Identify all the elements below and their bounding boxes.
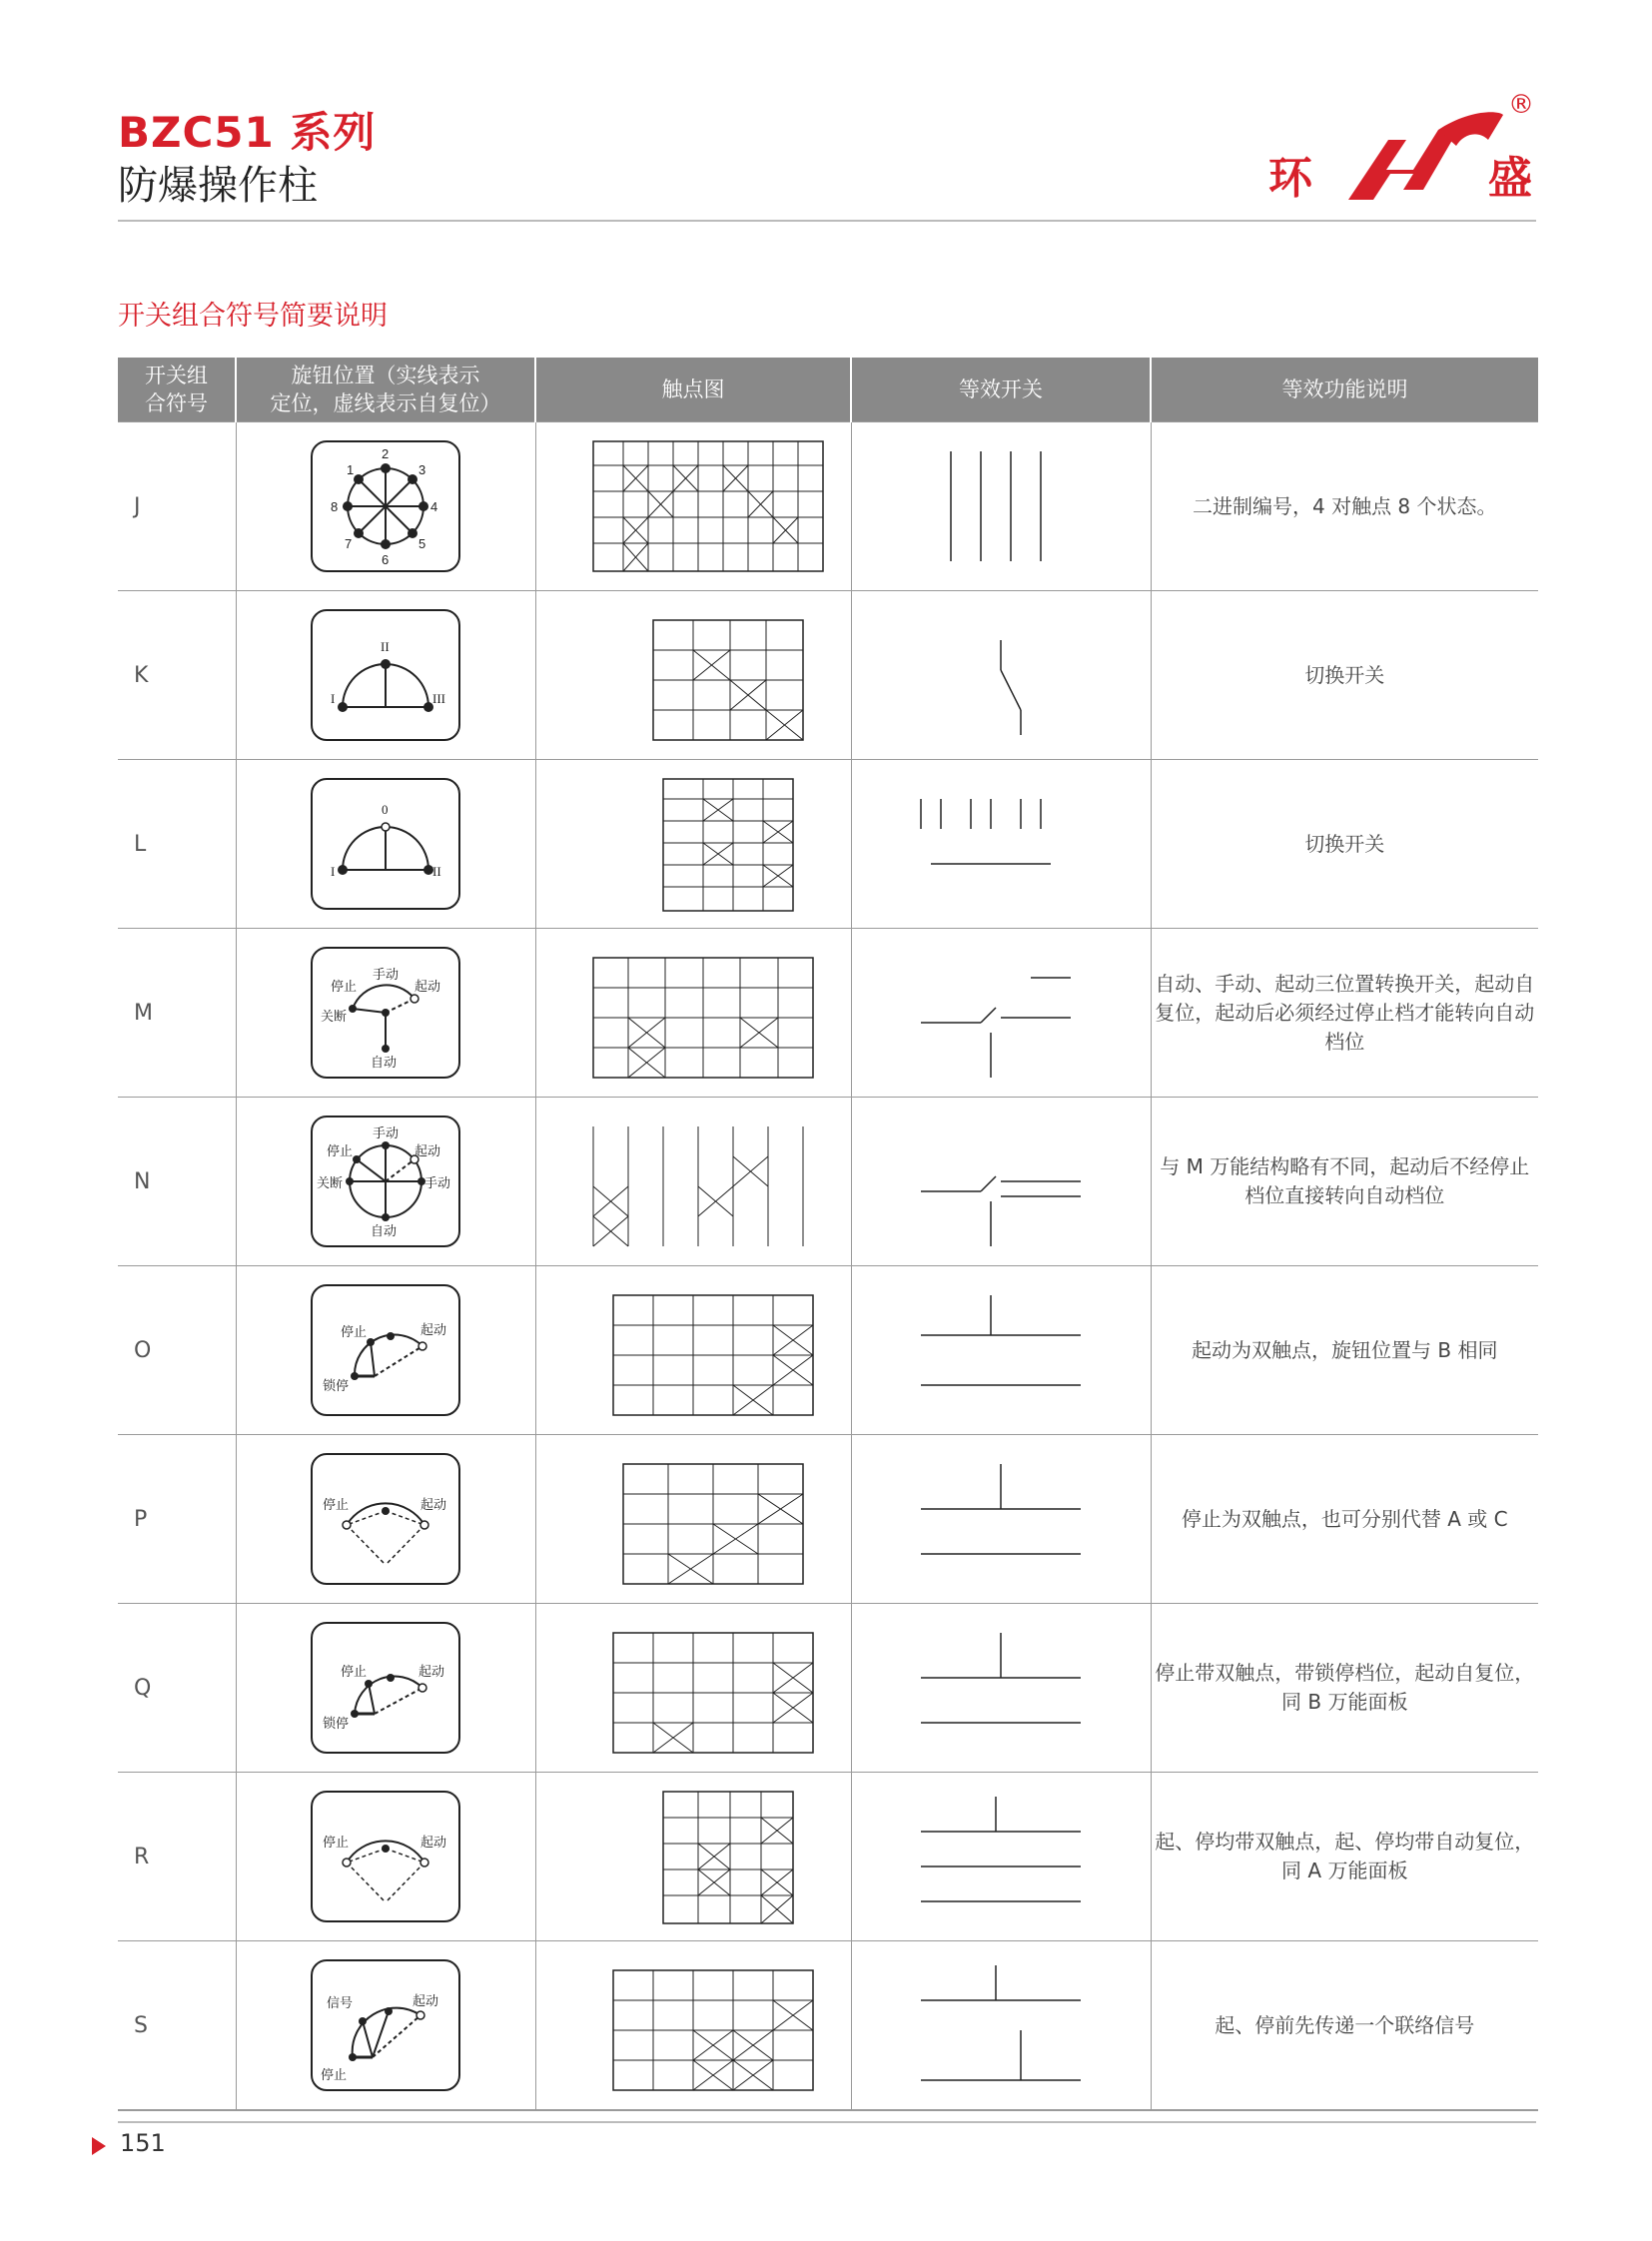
knob-diagram: [311, 778, 460, 910]
knob-label: 停止: [323, 1836, 350, 1851]
header-knob: [236, 358, 535, 422]
header-function-label: 等效功能说明: [1281, 377, 1408, 401]
logo-mark-icon: [1328, 100, 1508, 210]
table-row: [118, 760, 1538, 929]
contact-diagram-icon: [553, 1444, 833, 1594]
knob-diagram: [311, 1453, 460, 1585]
knob-label: 停止: [331, 980, 358, 995]
table-row: [118, 1604, 1538, 1773]
header-equivalent-label: 等效开关: [959, 377, 1043, 401]
knob-n-icon: [313, 1118, 458, 1245]
header-function: [1151, 358, 1538, 422]
knob-label: 起动: [418, 1665, 445, 1680]
table-row: [118, 1773, 1538, 1941]
table-row: [118, 1435, 1538, 1604]
knob-label: 4: [430, 499, 438, 514]
logo-char-right: 盛: [1488, 153, 1532, 204]
table-row: [118, 591, 1538, 760]
knob-label: 起动: [414, 980, 441, 995]
page-arrow-icon: [92, 2137, 106, 2155]
knob-label: 信号: [327, 1996, 354, 2011]
equivalent-switch-icon: [911, 431, 1091, 581]
knob-j-icon: [313, 442, 458, 570]
switch-symbol-table: [118, 358, 1538, 2111]
knob-label: 停止: [327, 1144, 354, 1159]
header-code: [118, 358, 236, 422]
row-description: 自动、手动、起动三位置转换开关，起动自复位，起动后必须经过停止档才能转向自动档位: [1151, 929, 1538, 1098]
contact-diagram-icon: [553, 600, 833, 750]
knob-label: 8: [331, 499, 339, 514]
knob-label: 手动: [373, 968, 400, 983]
equivalent-switch-icon: [901, 1950, 1101, 2100]
equivalent-switch-icon: [911, 600, 1091, 750]
row-description: 二进制编号，4 对触点 8 个状态。: [1151, 422, 1538, 591]
knob-label: 1: [347, 462, 355, 477]
row-description: 切换开关: [1151, 591, 1538, 760]
row-code: P: [118, 1435, 236, 1604]
row-code: Q: [118, 1604, 236, 1773]
brand-logo: [1258, 92, 1538, 212]
table-row: [118, 1098, 1538, 1266]
equivalent-switch-icon: [901, 938, 1101, 1088]
knob-q-icon: [313, 1624, 458, 1752]
knob-label: 0: [382, 802, 389, 817]
section-title: 开关组合符号简要说明: [118, 301, 388, 332]
contact-diagram-icon: [553, 431, 833, 581]
knob-diagram: [311, 1116, 460, 1247]
knob-o-icon: [313, 1286, 458, 1414]
page-subtitle: 防爆操作柱: [118, 163, 318, 209]
row-code: K: [118, 591, 236, 760]
registered-mark: ®: [1508, 90, 1534, 120]
knob-label: II: [381, 639, 390, 654]
knob-label: I: [331, 864, 336, 879]
knob-label: 5: [418, 536, 426, 551]
table-row: [118, 1266, 1538, 1435]
contact-diagram-icon: [553, 1107, 833, 1256]
series-title: BZC51 系列: [118, 108, 377, 157]
knob-label: 停止: [341, 1665, 368, 1680]
contact-diagram-icon: [553, 938, 833, 1088]
row-description: 起、停均带双触点，起、停均带自动复位，同 A 万能面板: [1151, 1773, 1538, 1941]
knob-k-icon: [313, 611, 458, 739]
table-row: [118, 929, 1538, 1098]
row-code: L: [118, 760, 236, 929]
header-code-label: 开关组 合符号: [145, 364, 208, 415]
knob-label: 6: [382, 552, 390, 567]
knob-l-icon: [313, 780, 458, 908]
knob-diagram: [311, 1791, 460, 1922]
knob-label: 锁停: [323, 1717, 350, 1732]
footer-rule: [118, 2121, 1536, 2123]
row-description: 起、停前先传递一个联络信号: [1151, 1941, 1538, 2111]
row-code: S: [118, 1941, 236, 2111]
header-contact-label: 触点图: [661, 377, 725, 401]
knob-diagram: [311, 1622, 460, 1754]
knob-label: 停止: [341, 1325, 368, 1340]
knob-label: 手动: [373, 1126, 400, 1141]
knob-label: 3: [418, 462, 426, 477]
knob-label: 起动: [414, 1144, 441, 1159]
row-description: 切换开关: [1151, 760, 1538, 929]
knob-label: 7: [345, 536, 353, 551]
knob-label: 停止: [323, 1498, 350, 1513]
knob-diagram: [311, 609, 460, 741]
knob-diagram: [311, 440, 460, 572]
knob-m-icon: [313, 949, 458, 1077]
contact-diagram-icon: [553, 1275, 833, 1425]
table-row: [118, 1941, 1538, 2111]
knob-diagram: [311, 947, 460, 1079]
row-description: 与 M 万能结构略有不同，起动后不经停止档位直接转向自动档位: [1151, 1098, 1538, 1266]
logo-char-left: 环: [1268, 153, 1312, 204]
knob-label: II: [432, 864, 441, 879]
knob-label: III: [432, 691, 445, 706]
knob-label: 起动: [413, 1994, 439, 2009]
contact-diagram-icon: [553, 769, 833, 919]
row-description: 停止带双触点，带锁停档位，起动自复位，同 B 万能面板: [1151, 1604, 1538, 1773]
knob-s-icon: [313, 1961, 458, 2089]
equivalent-switch-icon: [901, 1275, 1101, 1425]
contact-diagram-icon: [553, 1613, 833, 1763]
knob-label: 自动: [371, 1056, 398, 1071]
equivalent-switch-icon: [901, 1444, 1101, 1594]
equivalent-switch-icon: [901, 1613, 1101, 1763]
row-code: O: [118, 1266, 236, 1435]
knob-label: I: [331, 691, 336, 706]
knob-label: 自动: [371, 1224, 398, 1239]
knob-label: 停止: [321, 2068, 348, 2083]
knob-label: 起动: [420, 1836, 447, 1851]
contact-diagram-icon: [553, 1782, 833, 1931]
page-number: 151: [120, 2129, 166, 2157]
knob-label: 关断: [321, 1010, 348, 1025]
knob-label: 起动: [420, 1323, 447, 1338]
row-code: R: [118, 1773, 236, 1941]
knob-p-icon: [313, 1455, 458, 1583]
header-knob-label: 旋钮位置（实线表示 定位，虚线表示自复位）: [270, 364, 501, 415]
knob-label: 2: [382, 446, 390, 461]
header-contact: [535, 358, 851, 422]
equivalent-switch-icon: [891, 769, 1111, 919]
header-rule: [118, 220, 1536, 222]
row-code: N: [118, 1098, 236, 1266]
knob-diagram: [311, 1284, 460, 1416]
contact-diagram-icon: [553, 1950, 833, 2100]
row-code: M: [118, 929, 236, 1098]
row-description: 起动为双触点，旋钮位置与 B 相同: [1151, 1266, 1538, 1435]
equivalent-switch-icon: [901, 1107, 1101, 1256]
knob-r-icon: [313, 1793, 458, 1920]
header-equivalent: [851, 358, 1151, 422]
equivalent-switch-icon: [901, 1782, 1101, 1931]
knob-label: 关断: [317, 1176, 344, 1191]
knob-label: 起动: [420, 1498, 447, 1513]
knob-diagram: [311, 1959, 460, 2091]
knob-label: 手动: [424, 1176, 451, 1191]
knob-label: 锁停: [323, 1379, 350, 1394]
row-description: 停止为双触点，也可分别代替 A 或 C: [1151, 1435, 1538, 1604]
row-code: J: [118, 422, 236, 591]
table-row: [118, 422, 1538, 591]
